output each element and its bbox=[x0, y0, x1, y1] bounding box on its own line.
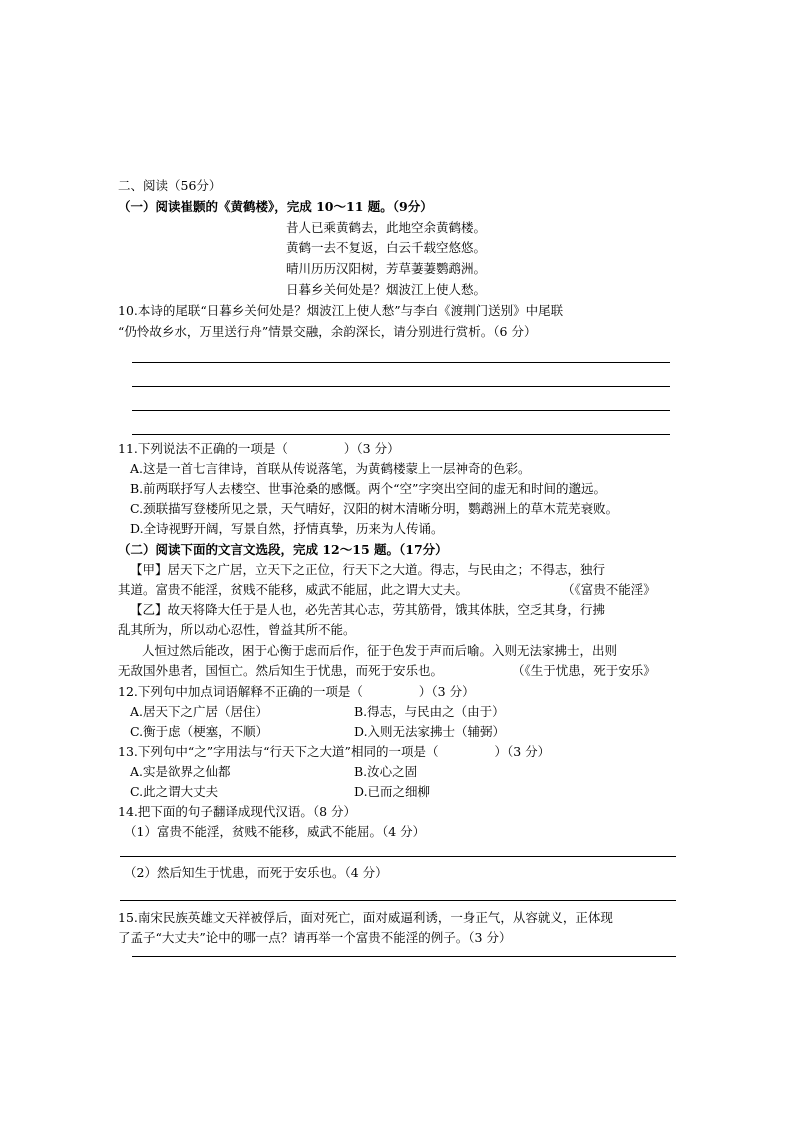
poem-line-4: 日暮乡关何处是？烟波江上使人愁。 bbox=[286, 282, 487, 297]
question-11-stem bbox=[118, 441, 400, 457]
poem-line-1: 昔人已乘黄鹤去，此地空余黄鹤楼。 bbox=[286, 220, 487, 235]
part2-heading: （二）阅读下面的文言文选段，完成 12～15 题。（17分） bbox=[118, 542, 448, 557]
question-12-stem-end: ）（3 分） bbox=[418, 684, 475, 699]
answer-line[interactable] bbox=[132, 362, 670, 363]
passage-jia-line-1: 【甲】居天下之广居，立天下之正位，行天下之大道。得志，与民由之；不得志，独行 bbox=[130, 562, 606, 577]
answer-line[interactable] bbox=[132, 956, 676, 957]
question-13-stem bbox=[118, 744, 550, 760]
question-15-line-1: 15.南宋民族英雄文天祥被俘后，面对死亡，面对威逼利诱，一身正气，从容就义，正体现 bbox=[118, 910, 613, 925]
question-11-option-b: B.前两联抒写人去楼空、世事沧桑的感慨。两个“空”字突出空间的虚无和时间的邈远。 bbox=[130, 481, 606, 496]
question-13-option-d: D.已而之细柳 bbox=[354, 784, 431, 799]
poem-line-2: 黄鹤一去不复返，白云千载空悠悠。 bbox=[286, 240, 487, 255]
passage-yi-source: （《生于忧患，死于安乐》 bbox=[512, 663, 656, 678]
question-12-stem bbox=[118, 684, 475, 700]
question-14-stem: 14.把下面的句子翻译成现代汉语。（8 分） bbox=[118, 804, 357, 819]
question-13-option-a: A.实是欲界之仙都 bbox=[130, 764, 231, 779]
question-11-stem-start: 11.下列说法不正确的一项是（ bbox=[118, 441, 288, 456]
question-13-stem-start: 13.下列句中“之”字用法与“行天下之大道”相同的一项是（ bbox=[118, 744, 439, 759]
question-12-option-d: D.入则无法家拂士（辅弼） bbox=[354, 724, 506, 739]
passage-yi-line-2: 乱其所为，所以动心忍性，曾益其所不能。 bbox=[118, 622, 356, 637]
question-11-option-c: C.颈联描写登楼所见之景，天气晴好，汉阳的树木清晰分明，鹦鹉洲上的草木荒芜衰败。 bbox=[130, 501, 619, 516]
answer-line[interactable] bbox=[120, 856, 676, 857]
question-15-line-2: 了孟子“大丈夫”论中的哪一点？请再举一个富贵不能淫的例子。（3 分） bbox=[118, 930, 512, 945]
poem-line-3: 晴川历历汉阳树，芳草萋萋鹦鹉洲。 bbox=[286, 261, 487, 276]
question-10-line-2: “仍怜故乡水，万里送行舟”情景交融，余韵深长，请分别进行赏析。（6 分） bbox=[118, 324, 537, 339]
question-11-stem-end: ）（3 分） bbox=[343, 441, 400, 456]
answer-line[interactable] bbox=[120, 900, 676, 901]
question-14-sub-1: （1）富贵不能淫，贫贱不能移，威武不能屈。（4 分） bbox=[124, 824, 426, 839]
passage-yi-line-3: 人恒过然后能改，困于心衡于虑而后作，征于色发于声而后喻。入则无法家拂士，出则 bbox=[142, 643, 618, 658]
question-11-option-a: A.这是一首七言律诗，首联从传说落笔，为黄鹤楼蒙上一层神奇的色彩。 bbox=[130, 461, 531, 476]
part1-heading: （一）阅读崔颢的《黄鹤楼》，完成 10～11 题。（9分） bbox=[118, 199, 433, 214]
passage-yi-line-4: 无敌国外患者，国恒亡。然后知生于忧患，而死于安乐也。 bbox=[118, 663, 444, 678]
question-11-option-d: D.全诗视野开阔，写景自然，抒情真挚，历来为人传诵。 bbox=[130, 521, 444, 536]
question-14-sub-2: （2）然后知生于忧患，而死于安乐也。（4 分） bbox=[124, 865, 388, 880]
section-title: 二、阅读（56分） bbox=[118, 178, 222, 193]
question-13-option-c: C.此之谓大丈夫 bbox=[130, 784, 219, 799]
question-12-option-a: A.居天下之广居（居住） bbox=[130, 704, 269, 719]
question-13-stem-end: ）（3 分） bbox=[494, 744, 551, 759]
answer-line[interactable] bbox=[132, 386, 670, 387]
answer-line[interactable] bbox=[132, 434, 670, 435]
question-10-line-1: 10.本诗的尾联“日暮乡关何处是？烟波江上使人愁”与李白《渡荆门送别》中尾联 bbox=[118, 303, 564, 318]
passage-jia-line-2: 其道。富贵不能淫，贫贱不能移，威武不能屈，此之谓大丈夫。 bbox=[118, 582, 469, 597]
answer-line[interactable] bbox=[132, 410, 670, 411]
passage-yi-line-1: 【乙】故天将降大任于是人也，必先苦其心志，劳其筋骨，饿其体肤，空乏其身，行拂 bbox=[130, 602, 606, 617]
question-12-option-b: B.得志，与民由之（由于） bbox=[354, 704, 505, 719]
question-12-option-c: C.衡于虑（梗塞，不顺） bbox=[130, 724, 269, 739]
question-13-option-b: B.汝心之固 bbox=[354, 764, 418, 779]
question-12-stem-start: 12.下列句中加点词语解释不正确的一项是（ bbox=[118, 684, 363, 699]
passage-jia-source: （《富贵不能淫》 bbox=[562, 582, 656, 597]
